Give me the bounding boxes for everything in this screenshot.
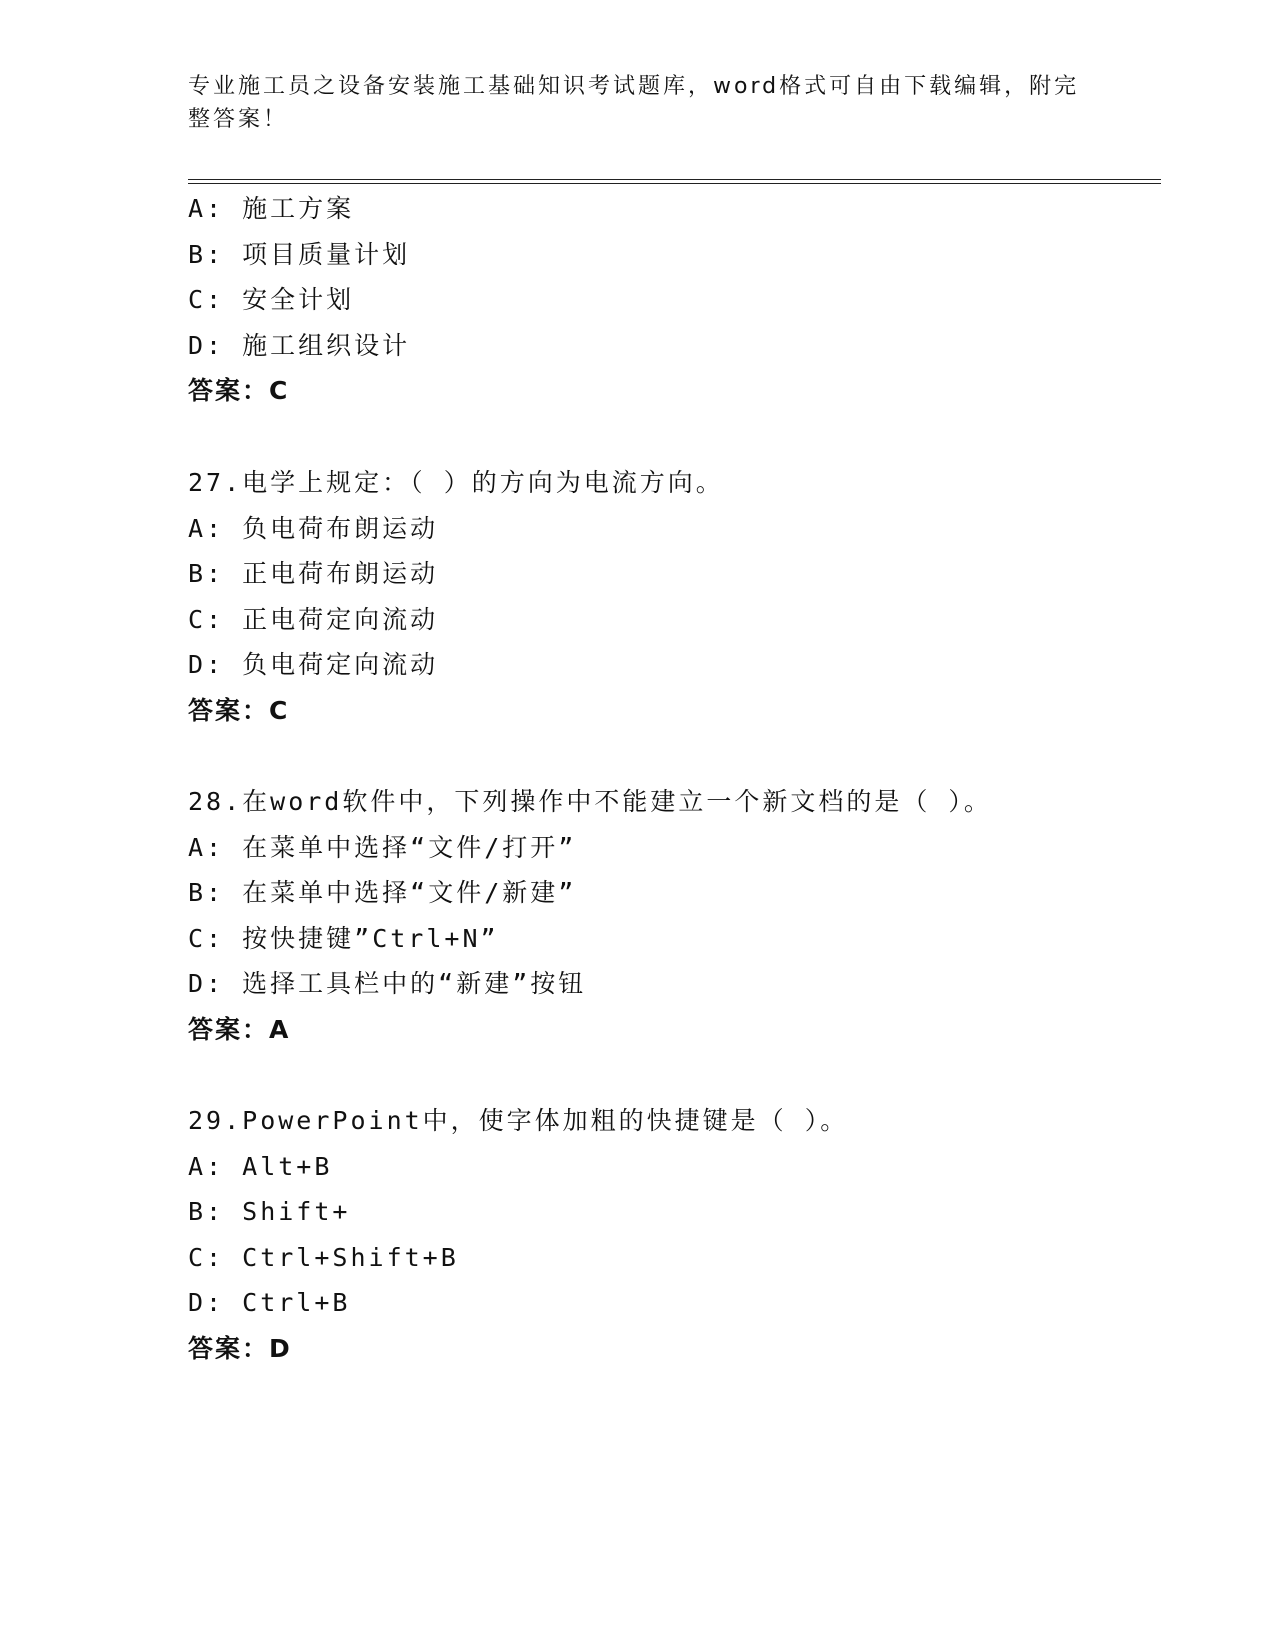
answer-line: 答案：C: [188, 376, 290, 405]
option-a: A: Alt+B: [188, 1151, 333, 1181]
header-divider-top: [188, 179, 1161, 180]
option-a: A: 施工方案: [188, 194, 355, 223]
question-text: 27.电学上规定：（ ）的方向为电流方向。: [188, 468, 724, 497]
header-line-1: 专业施工员之设备安装施工基础知识考试题库，word格式可自由下载编辑，附完: [188, 74, 1080, 99]
header-line-2: 整答案！: [188, 107, 289, 132]
option-a: A: 负电荷布朗运动: [188, 513, 439, 543]
answer-line: 答案：D: [188, 1333, 292, 1363]
option-c: C: Ctrl+Shift+B: [188, 1242, 459, 1272]
option-d: D: 施工组织设计: [188, 330, 411, 360]
option-b: B: 正电荷布朗运动: [188, 559, 439, 588]
option-b: B: 项目质量计划: [188, 239, 411, 269]
option-b: B: Shift+: [188, 1197, 351, 1226]
document-header: [188, 70, 1088, 136]
option-c: C: 安全计划: [188, 285, 355, 314]
option-c: C: 正电荷定向流动: [188, 604, 439, 634]
question-text: 29.PowerPoint中，使字体加粗的快捷键是（ ）。: [188, 1106, 849, 1135]
question-26-block: [188, 186, 1148, 414]
question-text: 28.在word软件中，下列操作中不能建立一个新文档的是（ ）。: [188, 787, 992, 816]
question-27-block: [188, 460, 1148, 733]
option-b: B: 在菜单中选择“文件/新建”: [188, 878, 577, 907]
option-a: A: 在菜单中选择“文件/打开”: [188, 832, 577, 862]
option-c: C: 按快捷键”Ctrl+N”: [188, 923, 499, 953]
option-d: D: 选择工具栏中的“新建”按钮: [188, 969, 587, 998]
question-29-block: [188, 1098, 1148, 1371]
answer-line: 答案：C: [188, 695, 290, 725]
question-28-block: [188, 779, 1148, 1052]
option-d: D: 负电荷定向流动: [188, 650, 439, 679]
option-d: D: Ctrl+B: [188, 1288, 351, 1317]
answer-line: 答案：A: [188, 1014, 291, 1044]
header-divider-bottom: [188, 183, 1161, 184]
